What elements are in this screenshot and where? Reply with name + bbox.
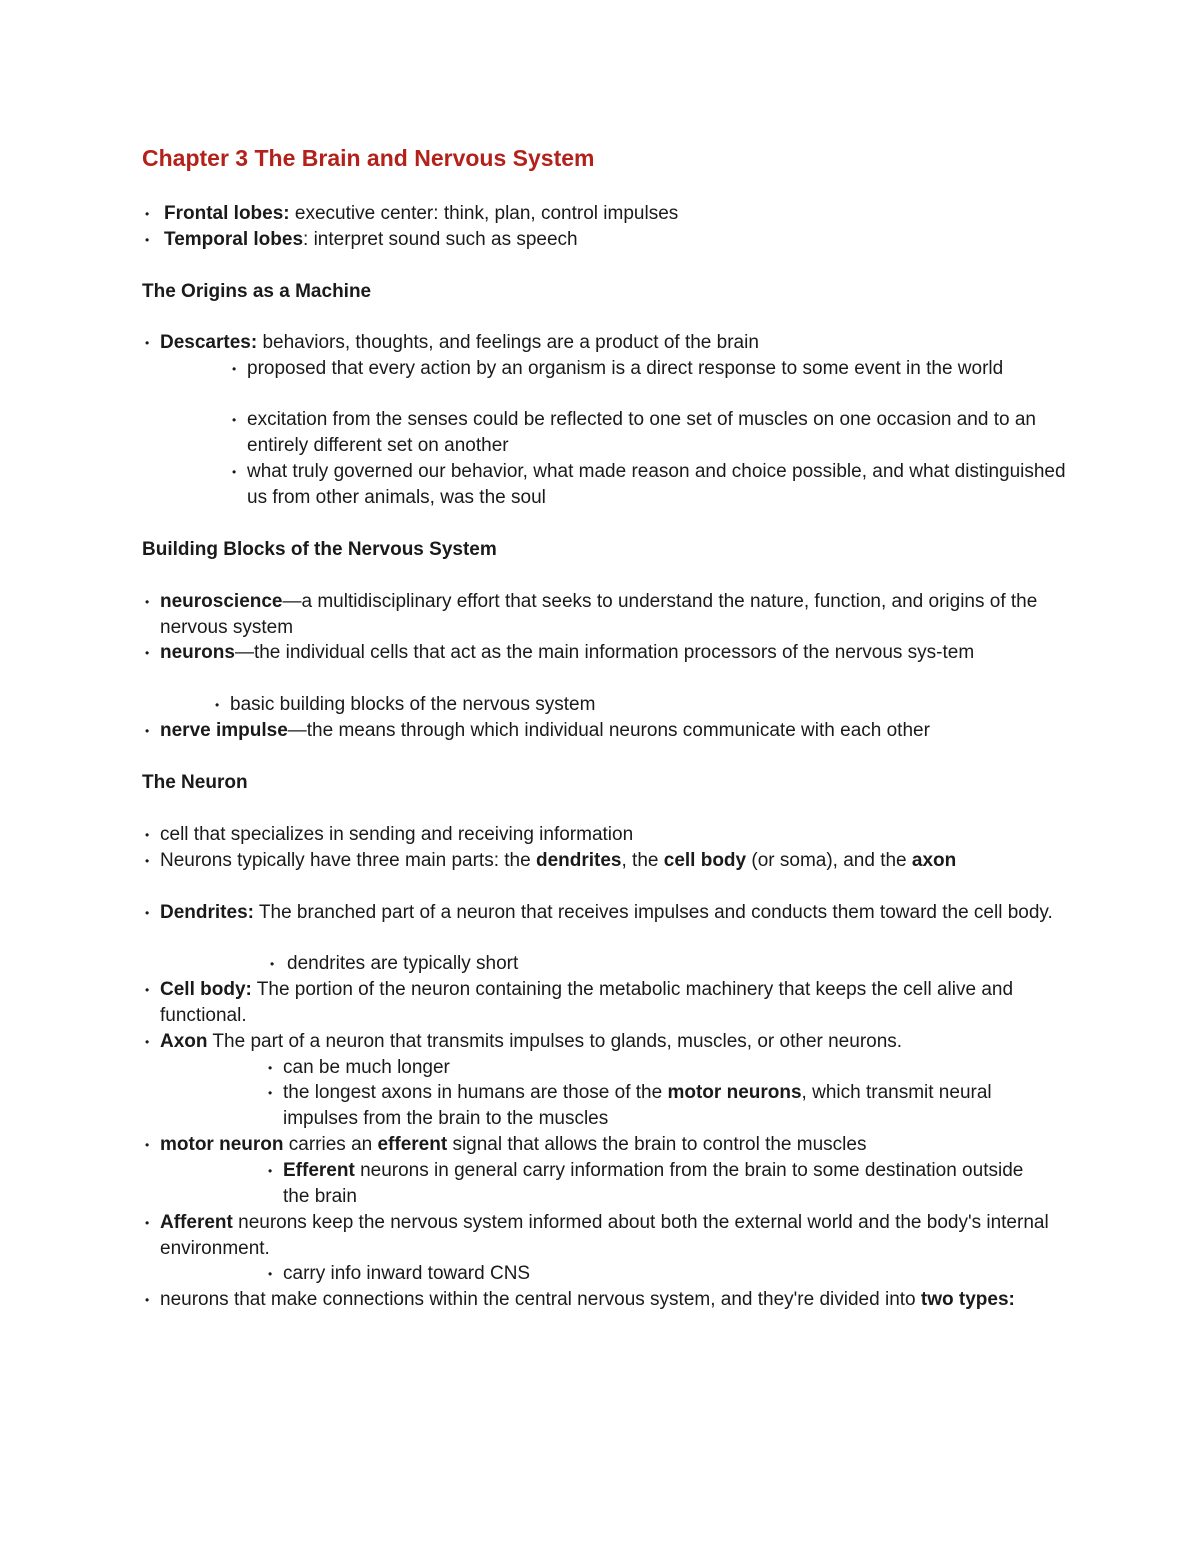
item-text: —a multidisciplinary effort that seeks to understand the nature, function, and origins of the nervous system xyxy=(160,591,1038,638)
bullet-icon: • xyxy=(145,1138,150,1152)
item-text: can be much longer xyxy=(283,1057,450,1078)
item-text: The part of a neuron that transmits impulses to glands, muscles, or other neurons. xyxy=(207,1031,903,1052)
list-item-motor-1 xyxy=(268,1158,1053,1210)
list-item-impulse xyxy=(145,718,1060,744)
item-text: executive center: think, plan, control impulses xyxy=(289,203,679,224)
bullet-icon: • xyxy=(268,1061,273,1075)
bullet-icon: • xyxy=(268,1267,273,1281)
item-text: signal that allows the brain to control the muscles xyxy=(447,1134,867,1155)
item-text: the longest axons in humans are those of the xyxy=(283,1082,668,1103)
item-text: (or soma), and the xyxy=(746,850,912,871)
list-item-descartes xyxy=(145,330,1060,356)
list-item-descartes-1 xyxy=(232,356,1067,382)
bullet-icon: • xyxy=(145,336,150,350)
term-bold: axon xyxy=(911,850,957,871)
bullet-icon: • xyxy=(145,854,150,868)
list-item-cellbody xyxy=(145,977,1060,1029)
bullet-icon: • xyxy=(232,413,237,427)
item-text: neurons that make connections within the central nervous system, and they're divided into xyxy=(160,1289,921,1310)
list-item-descartes-3 xyxy=(232,459,1067,511)
bullet-icon: • xyxy=(145,1216,150,1230)
item-text: carries an xyxy=(283,1134,378,1155)
list-item-dendrites-1 xyxy=(270,951,1047,977)
bullet-icon: • xyxy=(145,1035,150,1049)
bullet-icon: • xyxy=(145,828,150,842)
term-bold: Frontal lobes: xyxy=(164,203,290,224)
item-text: neurons in general carry information from the brain to some destination outside the brain xyxy=(283,1160,1024,1207)
list-item-axon-1 xyxy=(268,1055,1043,1081)
term-bold: motor neuron xyxy=(160,1134,284,1155)
term-bold: dendrites xyxy=(535,850,622,871)
bullet-icon: • xyxy=(145,724,150,738)
item-text: proposed that every action by an organism is a direct response to some event in the world xyxy=(247,358,1004,379)
list-item-afferent-1 xyxy=(268,1261,1043,1287)
list-item-dendrites xyxy=(145,900,1060,926)
list-item-neuroscience xyxy=(145,589,1060,641)
bullet-icon: • xyxy=(232,362,237,376)
term-bold: efferent xyxy=(377,1134,448,1155)
term-bold: cell body xyxy=(663,850,747,871)
bullet-icon: • xyxy=(145,983,150,997)
list-item-axon-2 xyxy=(268,1080,1043,1132)
list-item-axon xyxy=(145,1029,1060,1055)
list-item-motor xyxy=(145,1132,1060,1158)
item-text: —the individual cells that act as the main information processors of the nervous sys-tem xyxy=(234,642,975,663)
section-heading-building-blocks: Building Blocks of the Nervous System xyxy=(142,539,497,560)
bullet-icon: • xyxy=(270,957,275,971)
section-heading-the-neuron: The Neuron xyxy=(142,772,248,793)
item-text: , which transmit neural impulses from the brain to the muscles xyxy=(283,1082,992,1129)
list-item-interneurons xyxy=(145,1287,1065,1313)
list-item-descartes-2 xyxy=(232,407,1067,459)
list-item-afferent xyxy=(145,1210,1060,1262)
list-item-frontal xyxy=(145,201,1064,227)
list-item-neuron-1 xyxy=(145,822,1060,848)
bullet-icon: • xyxy=(145,595,150,609)
term-bold: neurons xyxy=(160,642,235,663)
item-text: dendrites are typically short xyxy=(287,953,519,974)
term-bold: Efferent xyxy=(283,1160,355,1181)
section-heading-origins: The Origins as a Machine xyxy=(142,281,372,302)
item-text: what truly governed our behavior, what made reason and choice possible, and what distinguished us from other animals, was the soul xyxy=(247,461,1066,508)
list-item-temporal xyxy=(145,227,1064,253)
term-bold: neuroscience xyxy=(160,591,283,612)
bullet-icon: • xyxy=(145,1293,150,1307)
term-bold: Afferent xyxy=(160,1212,233,1233)
item-text: : interpret sound such as speech xyxy=(303,229,578,250)
term-bold: Temporal lobes xyxy=(164,229,304,250)
bullet-icon: • xyxy=(268,1164,273,1178)
bullet-icon: • xyxy=(145,233,150,247)
list-item-neurons-1 xyxy=(215,692,1050,718)
item-text: Neurons typically have three main parts: the xyxy=(160,850,536,871)
bullet-icon: • xyxy=(145,207,150,221)
bullet-icon: • xyxy=(268,1086,273,1100)
item-text: The portion of the neuron containing the metabolic machinery that keeps the cell alive and functional. xyxy=(160,979,1014,1026)
item-text: neurons keep the nervous system informed about both the external world and the body's internal environment. xyxy=(160,1212,1049,1259)
item-text: cell that specializes in sending and receiving information xyxy=(160,824,634,845)
term-bold: nerve impulse xyxy=(160,720,288,741)
bullet-icon: • xyxy=(145,906,150,920)
bullet-icon: • xyxy=(232,465,237,479)
item-text: —the means through which individual neurons communicate with each other xyxy=(287,720,930,741)
term-bold: Dendrites: xyxy=(160,902,254,923)
item-text: excitation from the senses could be reflected to one set of muscles on one occasion and to an entirely different set on another xyxy=(247,409,1036,456)
term-bold: motor neurons xyxy=(667,1082,802,1103)
chapter-title: Chapter 3 The Brain and Nervous System xyxy=(142,145,595,171)
list-item-neuron-2 xyxy=(145,848,1060,874)
bullet-icon: • xyxy=(145,646,150,660)
item-text: carry info inward toward CNS xyxy=(283,1263,531,1284)
item-text: basic building blocks of the nervous system xyxy=(230,694,596,715)
item-text: , the xyxy=(621,850,664,871)
item-text: The branched part of a neuron that receives impulses and conducts them toward the cell body. xyxy=(253,902,1053,923)
bullet-icon: • xyxy=(215,698,220,712)
term-bold: Axon xyxy=(160,1031,208,1052)
term-bold: two types: xyxy=(920,1289,1015,1310)
item-text: behaviors, thoughts, and feelings are a product of the brain xyxy=(257,332,759,353)
list-item-neurons xyxy=(145,640,1060,666)
term-bold: Descartes: xyxy=(160,332,258,353)
term-bold: Cell body: xyxy=(160,979,252,1000)
